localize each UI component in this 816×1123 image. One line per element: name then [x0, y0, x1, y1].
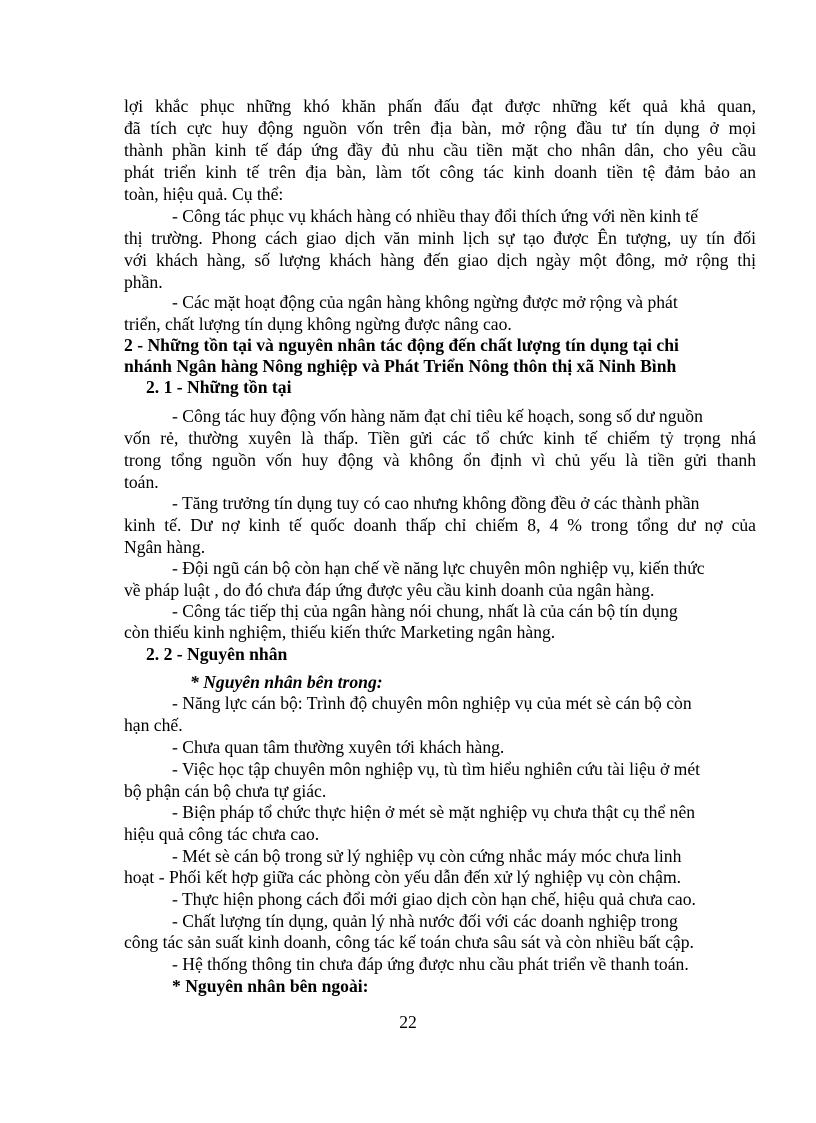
body-line: - Việc học tập chuyên môn nghiệp vụ, tù tìm hiểu nghiên cứu tài liệu ở mét	[172, 759, 701, 779]
body-line: vốn rẻ, thường xuyên là thấp. Tiền gửi các tổ chức kinh tế chiếm tỷ trọng nhá	[124, 428, 756, 448]
body-line: phát triển kinh tế trên địa bàn, làm tốt công tác kinh doanh tiền tệ đảm bảo an	[124, 162, 756, 182]
body-line: - Chưa quan tâm thường xuyên tới khách hàng.	[172, 737, 505, 757]
body-line: thị trường. Phong cách giao dịch văn minh lịch sự tạo được Ên tượng, uy tín đối	[124, 228, 756, 248]
body-line: Ngân hàng.	[124, 537, 206, 557]
body-line: bộ phận cán bộ chưa tự giác.	[124, 781, 327, 801]
body-line: - Mét sè cán bộ trong sử lý nghiệp vụ còn cứng nhắc máy móc chưa linh	[172, 846, 682, 866]
body-line: phần.	[124, 272, 163, 292]
page-number: 22	[399, 1012, 417, 1032]
body-line: toàn, hiệu quả. Cụ thể:	[124, 184, 284, 204]
body-line: triển, chất lượng tín dụng không ngừng được nâng cao.	[124, 314, 512, 334]
body-line: - Biện pháp tổ chức thực hiện ở mét sè mặt nghiệp vụ chưa thật cụ thể nên	[172, 802, 696, 822]
body-line: - Năng lực cán bộ: Trình độ chuyên môn nghiệp vụ của mét sè cán bộ còn	[172, 693, 692, 713]
body-line: công tác sản suất kinh doanh, công tác kế toán chưa sâu sát và còn nhiều bất cập.	[124, 932, 694, 952]
body-line: còn thiếu kinh nghiệm, thiếu kiến thức Marketing ngân hàng.	[124, 622, 556, 642]
body-line: kinh tế. Dư nợ kinh tế quốc doanh thấp chỉ chiếm 8, 4 % trong tổng dư nợ của	[124, 515, 756, 535]
internal-causes-heading: * Nguyên nhân bên trong:	[190, 672, 383, 692]
body-line: thành phần kinh tế đáp ứng đầy đủ nhu cầu tiền mặt cho nhân dân, cho yêu cầu	[124, 140, 756, 160]
subsection-heading: 2. 2 - Nguyên nhân	[146, 644, 288, 664]
external-causes-heading: * Nguyên nhân bên ngoài:	[172, 976, 369, 996]
subsection-heading: 2. 1 - Những tồn tại	[146, 377, 292, 397]
body-line: toán.	[124, 472, 159, 492]
body-line: - Đội ngũ cán bộ còn hạn chế về năng lực chuyên môn nghiệp vụ, kiến thức	[172, 558, 705, 578]
body-line: với khách hàng, số lượng khách hàng đến giao dịch ngày một đông, mở rộng thị	[124, 250, 756, 270]
body-line: hiệu quả công tác chưa cao.	[124, 824, 320, 844]
section-heading: 2 - Những tồn tại và nguyên nhân tác động đến chất lượng tín dụng tại chi	[124, 335, 679, 355]
body-line: về pháp luật , do đó chưa đáp ứng được yêu cầu kinh doanh của ngân hàng.	[124, 580, 655, 600]
section-heading: nhánh Ngân hàng Nông nghiệp và Phát Triển Nông thôn thị xã Ninh Bình	[124, 356, 677, 376]
body-line: - Các mặt hoạt động của ngân hàng không ngừng được mở rộng và phát	[172, 292, 678, 312]
body-line: trong tổng nguồn vốn huy động và không ổn định vì chủ yếu là tiền gửi thanh	[124, 450, 756, 470]
body-line: - Công tác phục vụ khách hàng có nhiều thay đổi thích ứng với nền kinh tế	[172, 206, 699, 226]
body-line: - Công tác huy động vốn hàng năm đạt chỉ tiêu kế hoạch, song số dư nguồn	[172, 406, 703, 426]
body-line: - Công tác tiếp thị của ngân hàng nói chung, nhất là của cán bộ tín dụng	[172, 601, 678, 621]
body-line: đã tích cực huy động nguồn vốn trên địa bàn, mở rộng đầu tư tín dụng ở mọi	[124, 118, 756, 138]
body-line: - Tăng trưởng tín dụng tuy có cao nhưng không đồng đều ở các thành phần	[172, 493, 700, 513]
body-line: lợi khắc phục những khó khăn phấn đấu đạt được những kết quả khả quan,	[124, 96, 756, 116]
body-line: - Hệ thống thông tin chưa đáp ứng được nhu cầu phát triển về thanh toán.	[172, 954, 689, 974]
body-line: - Chất lượng tín dụng, quản lý nhà nước đối với các doanh nghiệp trong	[172, 911, 678, 931]
body-line: hoạt - Phối kết hợp giữa các phòng còn yếu dẫn đến xử lý nghiệp vụ còn chậm.	[124, 867, 682, 887]
body-line: hạn chế.	[124, 715, 183, 735]
body-line: - Thực hiện phong cách đổi mới giao dịch còn hạn chế, hiệu quả chưa cao.	[172, 889, 696, 909]
